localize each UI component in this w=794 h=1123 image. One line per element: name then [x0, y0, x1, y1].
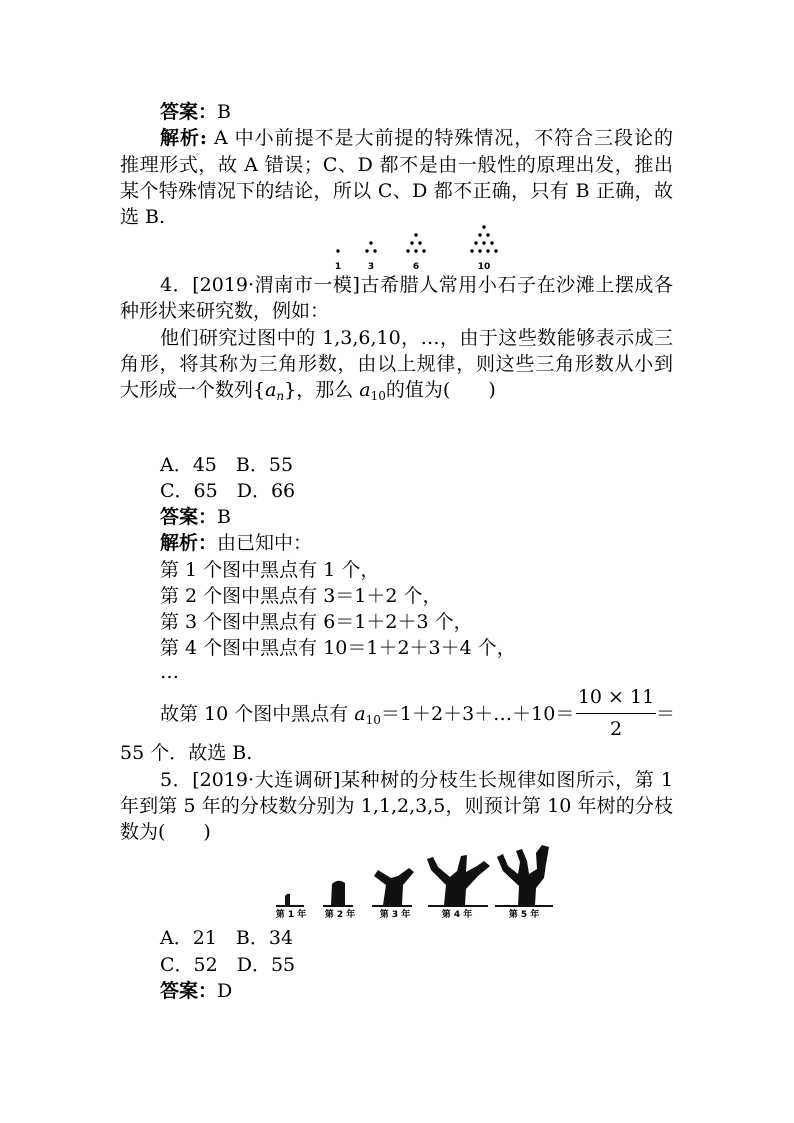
triangle-label-1: 1	[334, 262, 342, 272]
q5-stem-line-1: 5．[2019·大连调研]某种树的分枝生长规律如图所示，第 1	[160, 769, 673, 791]
q3-analysis-label: 解析:	[160, 127, 207, 149]
q4-analysis: 解析：由已知中：	[160, 532, 313, 554]
tree-year-2	[331, 881, 345, 905]
q5-answer	[160, 978, 232, 1004]
q4-stem-line-2: 种形状来研究数，例如：	[120, 300, 330, 322]
q5-stem-line-3: 数为( )	[120, 821, 211, 843]
tree-year-4	[427, 855, 490, 905]
q5-answer-value: D	[217, 980, 233, 1002]
q4-fraction-numerator: 10 × 11	[577, 686, 655, 708]
q4-answer	[160, 504, 231, 530]
tree-year-1	[285, 894, 290, 905]
q4-options-row-2: C．65 D．66	[160, 480, 296, 502]
q5-options-row-2: C．52 D．55	[160, 954, 296, 976]
q4-step-4: 第 4 个图中黑点有 10＝1＋2＋3＋4 个，	[160, 637, 516, 659]
q3-answer-value: B	[217, 101, 231, 123]
triangle-numbers-figure	[320, 222, 510, 276]
tree-branching-figure	[268, 840, 563, 922]
q4-answer-label: 答案：	[160, 506, 218, 528]
tree-label-year-3: 第 3 年	[379, 910, 411, 920]
q3-analysis-line-3: 某个特殊情况下的结论，所以 C、D 都不正确，只有 B 正确，故	[120, 180, 673, 202]
q4-stem-line-1: 4．[2019·渭南市一模]古希腊人常用小石子在沙滩上摆成各	[160, 274, 673, 296]
q4-answer-value: B	[217, 506, 231, 528]
q4-stem-line-4: 角形，将其称为三角形数，由以上规律，则这些三角形数从小到	[120, 353, 673, 375]
tree-year-5	[497, 845, 549, 905]
q5-options-row-1: A．21 B．34	[160, 927, 294, 949]
q3-answer	[160, 99, 231, 125]
q3-analysis-line-1: 解析: A 中小前提不是大前提的特殊情况，不符合三段论的	[160, 127, 673, 149]
q4-stem-line-3: 他们研究过图中的 1,3,6,10，…，由于这些数能够表示成三	[160, 327, 673, 349]
q4-step-ellipsis: …	[160, 661, 179, 683]
q3-analysis-line-4: 选 B.	[120, 206, 166, 228]
tree-label-year-1: 第 1 年	[275, 910, 307, 920]
q4-stem-line-5: 大形成一个数列$\{a_n\}$，那么 $a_{10}$的值为( )	[120, 379, 496, 403]
tree-label-year-5: 第 5 年	[508, 910, 540, 920]
triangle-label-6: 6	[412, 262, 420, 272]
tree-year-3	[374, 868, 414, 905]
q4-fraction-bar	[576, 713, 656, 714]
q4-analysis-label: 解析：	[160, 532, 218, 554]
tree-label-year-4: 第 4 年	[441, 910, 473, 920]
triangle-label-10: 10	[477, 262, 491, 272]
q3-answer-label: 答案：	[160, 101, 218, 123]
q4-fraction	[576, 683, 656, 741]
q4-step-2: 第 2 个图中黑点有 3＝1＋2 个，	[160, 585, 442, 607]
q5-answer-label: 答案：	[160, 980, 218, 1002]
q5-stem-line-2: 年到第 5 年的分枝数分别为 1,1,2,3,5，则预计第 10 年树的分枝	[120, 795, 673, 817]
triangle-label-3: 3	[367, 262, 375, 272]
q4-step-3: 第 3 个图中黑点有 6＝1＋2＋3 个，	[160, 611, 473, 633]
q4-options-row-1: A．45 B．55	[160, 454, 294, 476]
q4-final-line: 故第 10 个图中黑点有 $a_{10}=1+2+3+\dots+10=$	[160, 703, 575, 727]
q4-step-1: 第 1 个图中黑点有 1 个，	[160, 559, 380, 581]
tree-label-year-2: 第 2 年	[324, 910, 356, 920]
q4-final-equals: ＝	[656, 703, 676, 725]
q4-final-tail: 55 个．故选 B.	[120, 742, 253, 764]
q4-fraction-denominator: 2	[609, 718, 623, 740]
q3-analysis-line-2: 推理形式，故 A 错误；C、D 都不是由一般性的原理出发，推出	[120, 154, 673, 176]
